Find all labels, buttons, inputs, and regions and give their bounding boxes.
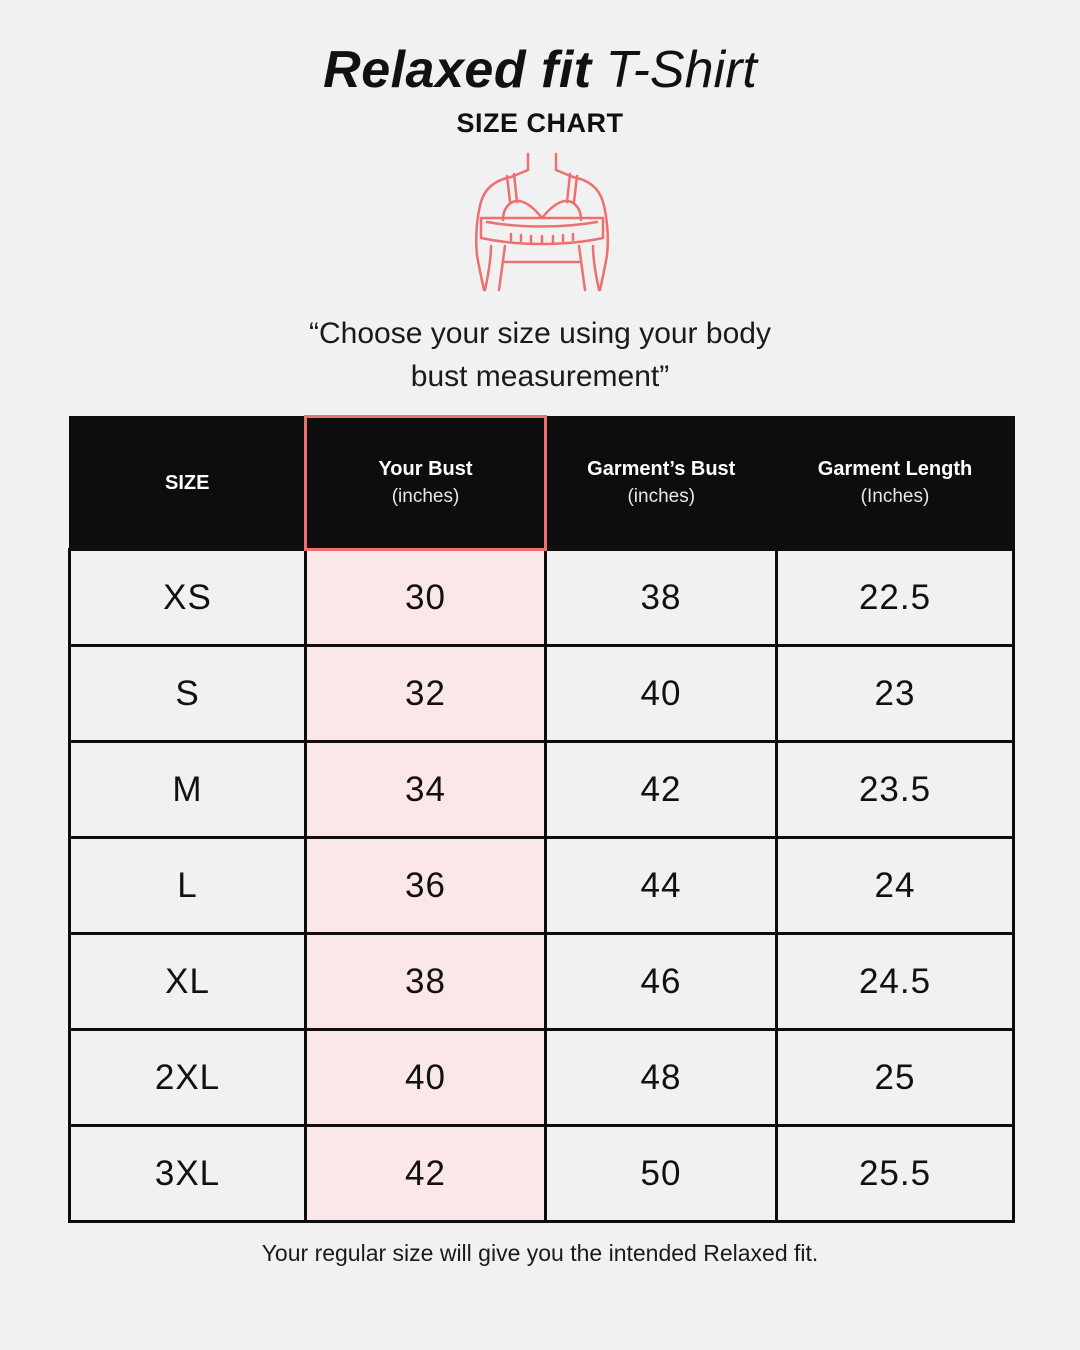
instruction-line-1: “Choose your size using your body: [309, 317, 771, 350]
size-cell: L: [70, 838, 306, 934]
table-row: [70, 934, 1014, 1030]
size-cell: S: [70, 646, 306, 742]
column-header-unit: (inches): [391, 486, 460, 507]
page-title: [0, 40, 1080, 100]
size-chart-table: [68, 415, 1015, 1223]
size-cell: XL: [70, 934, 306, 1030]
size-cell: 3XL: [70, 1126, 306, 1222]
your-bust-cell: 32: [306, 646, 546, 742]
size-cell: M: [70, 742, 306, 838]
column-header-garment-length: [777, 417, 1014, 550]
instruction-line-2: bust measurement”: [410, 360, 670, 393]
garment-bust-cell: 50: [546, 1126, 777, 1222]
table-row: [70, 1126, 1014, 1222]
bust-measurement-icon: [455, 150, 625, 295]
table-row: [70, 550, 1014, 646]
footer-note: Your regular size will give you the intended Relaxed fit.: [261, 1240, 819, 1266]
title-bold-text: Relaxed fit: [323, 41, 592, 99]
your-bust-cell: 34: [306, 742, 546, 838]
column-header-label: SIZE: [165, 471, 210, 494]
table-row: [70, 742, 1014, 838]
your-bust-cell: 30: [306, 550, 546, 646]
garment-length-cell: 22.5: [777, 550, 1014, 646]
page-subtitle: SIZE CHART: [456, 108, 624, 138]
column-header-your-bust: [306, 417, 546, 550]
table-row: [70, 1030, 1014, 1126]
table-row: [70, 646, 1014, 742]
column-header-unit: (inches): [627, 485, 696, 507]
column-header-label: Your Bust: [378, 458, 473, 480]
garment-bust-cell: 40: [546, 646, 777, 742]
column-header-garment-bust: [546, 417, 777, 550]
garment-length-cell: 25: [777, 1030, 1014, 1126]
column-header-unit: (Inches): [860, 485, 930, 507]
your-bust-cell: 36: [306, 838, 546, 934]
column-header-label: Garment’s Bust: [587, 457, 736, 480]
instruction-text: [240, 312, 840, 398]
garment-bust-cell: 44: [546, 838, 777, 934]
your-bust-cell: 38: [306, 934, 546, 1030]
garment-bust-cell: 38: [546, 550, 777, 646]
garment-length-cell: 25.5: [777, 1126, 1014, 1222]
table-row: [70, 838, 1014, 934]
garment-length-cell: 24: [777, 838, 1014, 934]
garment-length-cell: 23: [777, 646, 1014, 742]
column-header-size: [70, 417, 306, 550]
title-light-text: T-Shirt: [605, 41, 757, 99]
size-cell: 2XL: [70, 1030, 306, 1126]
garment-bust-cell: 42: [546, 742, 777, 838]
garment-bust-cell: 48: [546, 1030, 777, 1126]
column-header-label: Garment Length: [817, 457, 973, 480]
table-header-row: [70, 417, 1014, 550]
your-bust-cell: 40: [306, 1030, 546, 1126]
garment-length-cell: 24.5: [777, 934, 1014, 1030]
garment-length-cell: 23.5: [777, 742, 1014, 838]
garment-bust-cell: 46: [546, 934, 777, 1030]
your-bust-cell: 42: [306, 1126, 546, 1222]
size-cell: XS: [70, 550, 306, 646]
